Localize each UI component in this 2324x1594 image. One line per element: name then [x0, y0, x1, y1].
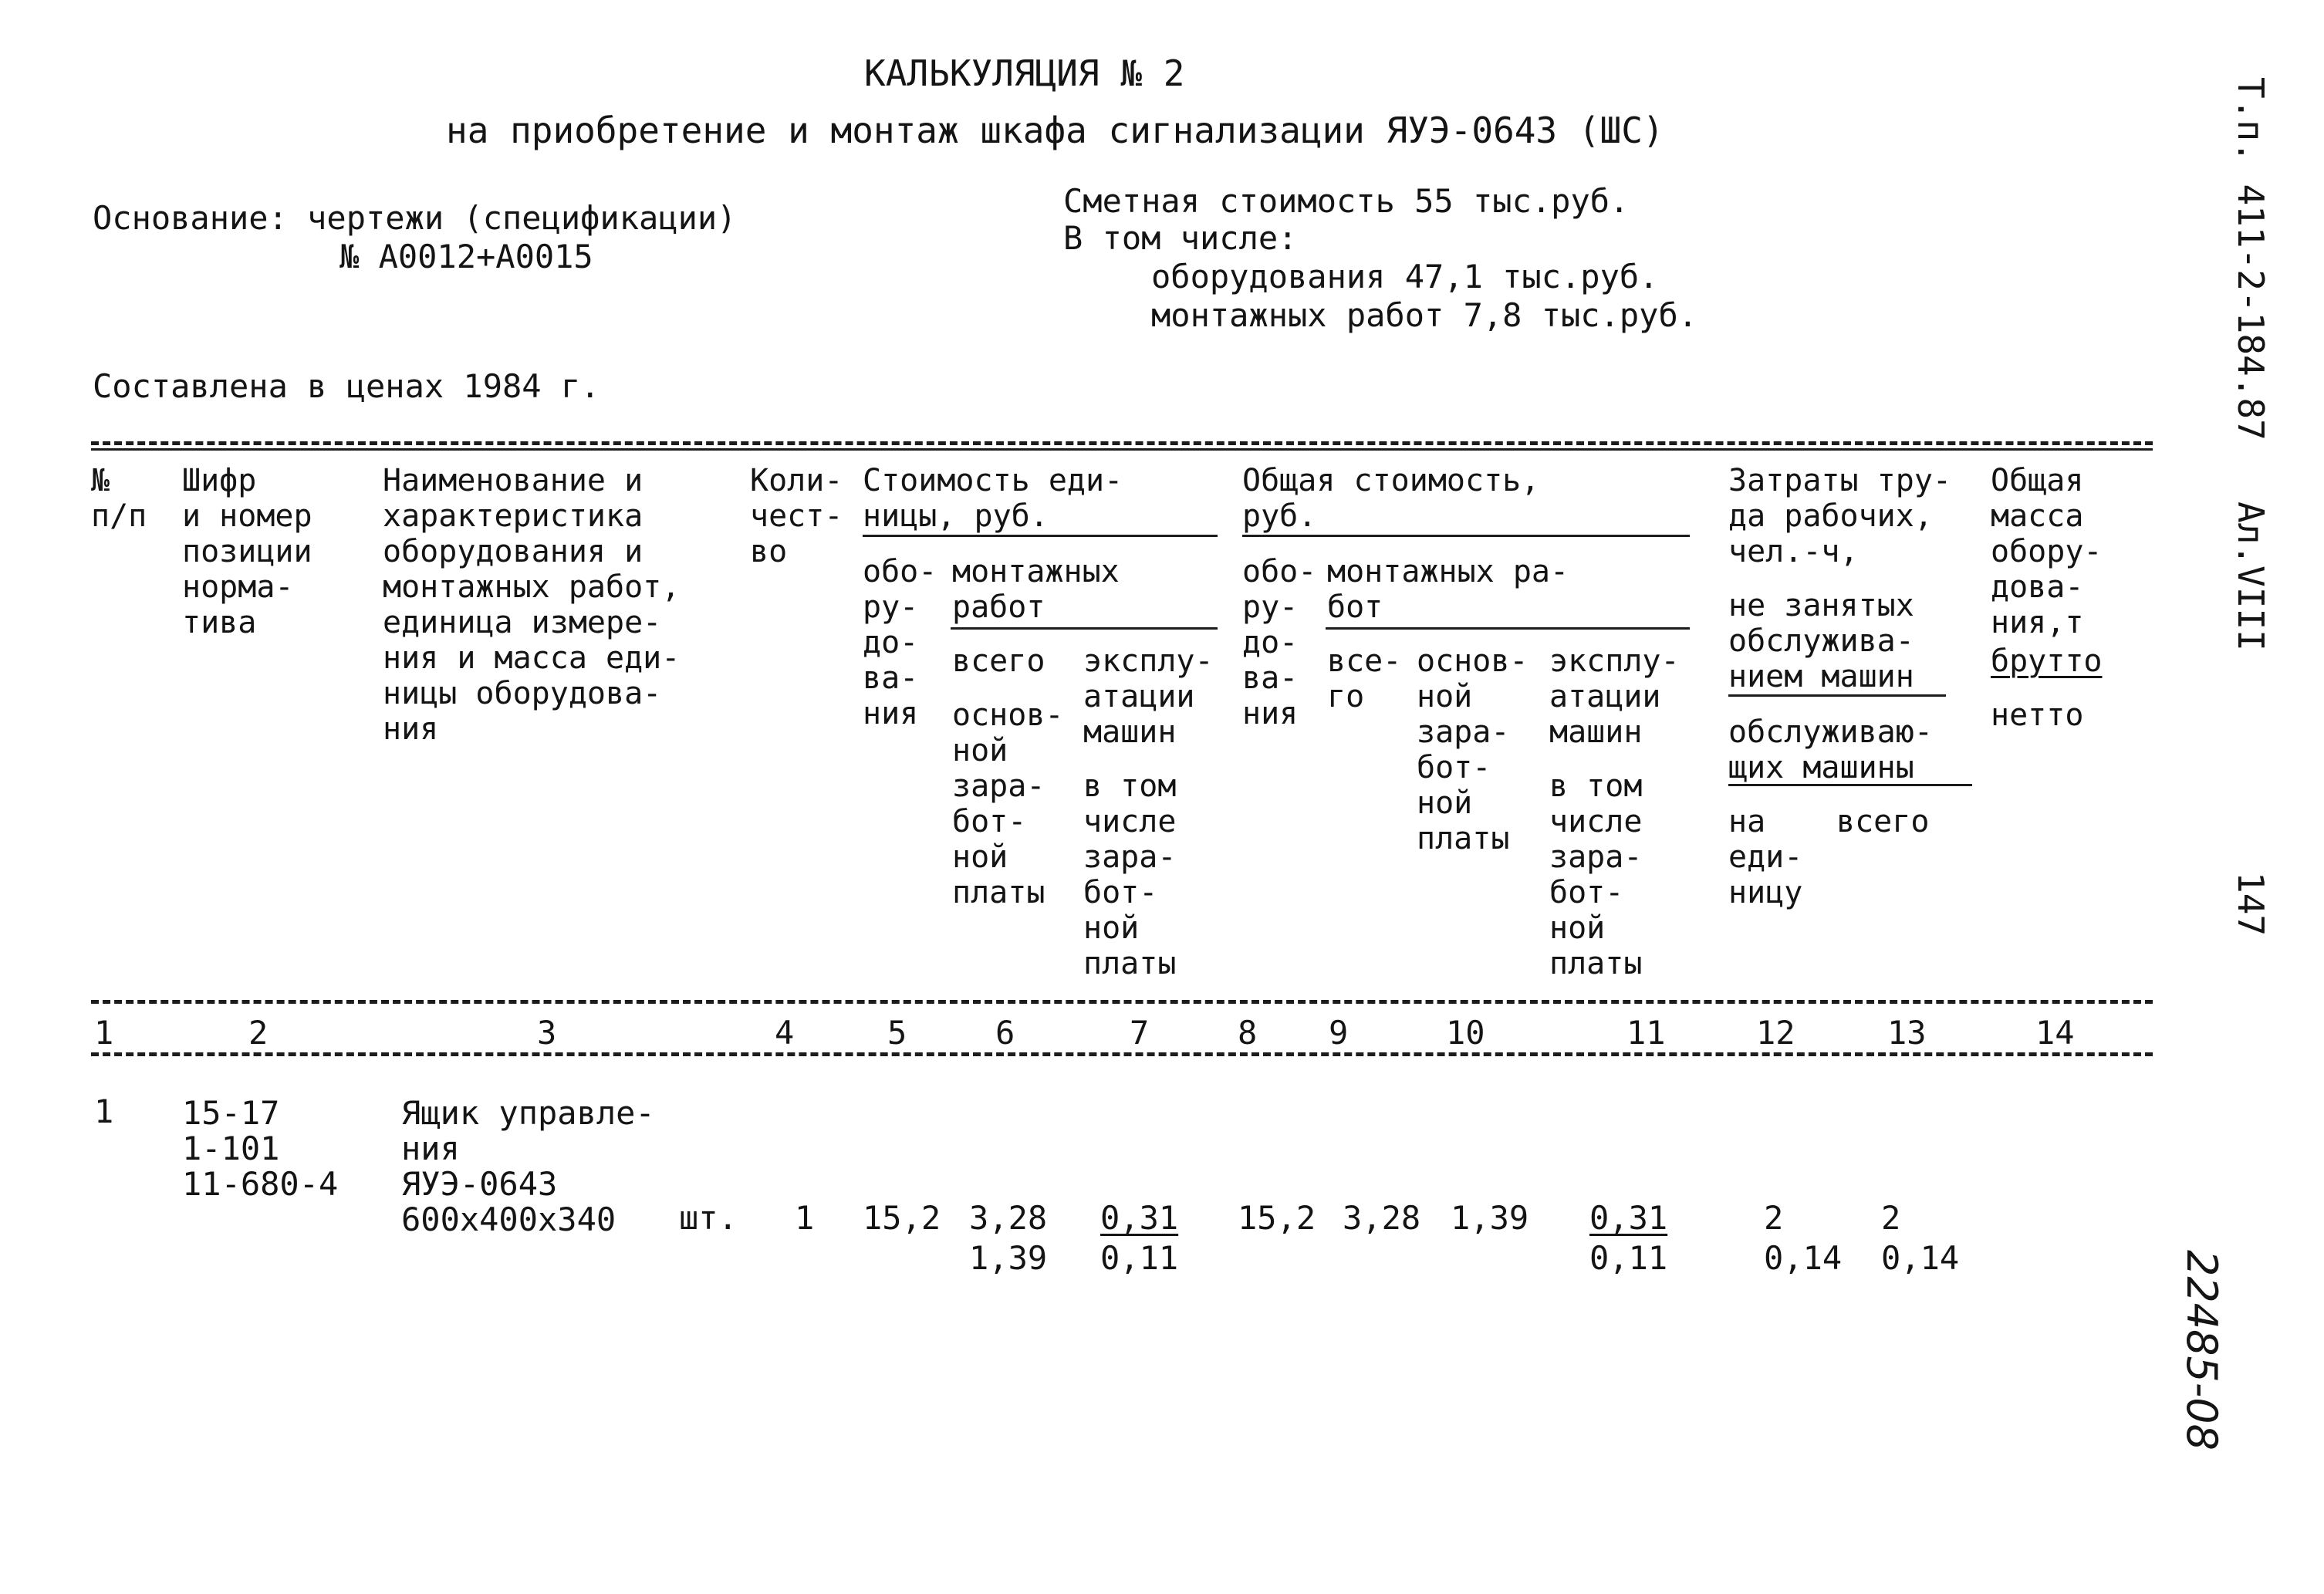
header-code: Шифр и номер позиции норма- тива	[182, 463, 312, 640]
table-top-rule-inner	[91, 448, 2153, 451]
page-number: 147	[2230, 872, 2272, 937]
column-number-11: 11	[1626, 1014, 1666, 1052]
unit-cost-underline	[863, 535, 1218, 537]
column-number-12: 12	[1756, 1014, 1795, 1052]
row-unit-base-pay: 1,39	[969, 1239, 1048, 1277]
column-number-6: 6	[995, 1014, 1015, 1052]
column-numbers-rule	[91, 1052, 2153, 1056]
header-labor: Затраты тру- да рабочих, чел.-ч,	[1728, 463, 1951, 569]
column-number-9: 9	[1329, 1014, 1349, 1052]
column-number-10: 10	[1446, 1014, 1485, 1052]
column-number-5: 5	[887, 1014, 907, 1052]
row-codes: 15-17 1-101 11-680-4	[182, 1094, 339, 1203]
header-unit-equipment: обо- ру- до- ва- ния	[863, 554, 937, 731]
row-labor-total: 2	[1881, 1199, 1901, 1237]
unit-installation-underline	[951, 627, 1218, 630]
header-labor-machines: обслуживаю- щих машины	[1728, 714, 1933, 785]
prices-year: Составлена в ценах 1984 г.	[93, 367, 600, 405]
header-labor-per-unit: на еди- ницу	[1728, 804, 1803, 910]
header-mass-gross: брутто	[1991, 643, 2103, 679]
header-bottom-rule	[91, 1000, 2153, 1004]
row-labor-unit-machines: 0,14	[1764, 1239, 1843, 1277]
total-installation-underline	[1326, 627, 1690, 630]
cost-total: Сметная стоимость 55 тыс.руб.	[1063, 182, 1630, 220]
row-total-machines-pay: 0,11	[1589, 1239, 1668, 1277]
header-labor-total: всего	[1836, 804, 1930, 839]
cost-including: В том числе:	[1063, 219, 1298, 257]
header-total-machines: эксплу- атации машин	[1549, 643, 1680, 750]
column-number-2: 2	[248, 1014, 269, 1052]
header-name: Наименование и характеристика оборудования и монтажных работ, единица измере- ния и масса еди- ницы оборудова- ния	[383, 463, 681, 747]
row-unit: шт.	[679, 1199, 738, 1237]
row-name: Ящик управле- ния ЯУЭ-0643 600х400х340	[401, 1094, 655, 1238]
header-quantity: Коли- чест- во	[750, 463, 843, 569]
document-subtitle: на приобретение и монтаж шкафа сигнализации ЯУЭ-0643 (ШС)	[446, 110, 1664, 151]
row-labor-total-machines: 0,14	[1881, 1239, 1960, 1277]
row-total-total: 3,28	[1343, 1199, 1421, 1237]
labor-not-machines-underline	[1728, 694, 1946, 697]
document-title: КАЛЬКУЛЯЦИЯ № 2	[864, 52, 1185, 94]
header-total-installation: монтажных ра- бот	[1327, 554, 1569, 625]
basis-reference: № А0012+А0015	[339, 238, 593, 275]
header-unit-machines-pay: в том числе зара- бот- ной платы	[1083, 768, 1177, 981]
header-mass: Общая масса обору- дова- ния,т	[1991, 463, 2103, 640]
row-quantity: 1	[795, 1199, 815, 1237]
cost-installation: монтажных работ 7,8 тыс.руб.	[1151, 296, 1698, 334]
header-unit-machines: эксплу- атации машин	[1083, 643, 1214, 750]
row-unit-equipment: 15,2	[863, 1199, 941, 1237]
row-number: 1	[94, 1092, 114, 1130]
header-unit-base-pay: основ- ной зара- бот- ной платы	[952, 697, 1064, 910]
document-reference: Т.п. 411-2-184.87	[2230, 77, 2272, 441]
header-total-equipment: обо- ру- до- ва- ния	[1242, 554, 1317, 731]
handwritten-number: 22485-08	[2177, 1250, 2226, 1450]
header-total-total: все- го	[1327, 643, 1402, 714]
row-unit-machines: 0,31	[1100, 1199, 1179, 1237]
row-unit-machines-pay: 0,11	[1100, 1239, 1179, 1277]
column-number-13: 13	[1887, 1014, 1927, 1052]
column-number-8: 8	[1238, 1014, 1258, 1052]
header-total-base-pay: основ- ной зара- бот- ной платы	[1417, 643, 1529, 856]
header-row-number: № п/п	[91, 463, 147, 534]
album-number: Ал.VIII	[2230, 502, 2272, 651]
total-cost-underline	[1242, 535, 1690, 537]
row-labor-unit: 2	[1764, 1199, 1784, 1237]
table-top-rule	[91, 441, 2153, 445]
basis-label: Основание: чертежи (спецификации)	[93, 199, 737, 237]
row-total-base-pay: 1,39	[1451, 1199, 1529, 1237]
row-total-equipment: 15,2	[1238, 1199, 1316, 1237]
column-number-7: 7	[1130, 1014, 1150, 1052]
row-total-machines: 0,31	[1589, 1199, 1668, 1237]
row-unit-total: 3,28	[969, 1199, 1048, 1237]
header-unit-cost: Стоимость еди- ницы, руб.	[863, 463, 1123, 534]
column-number-1: 1	[94, 1014, 114, 1052]
column-number-14: 14	[2035, 1014, 2075, 1052]
header-unit-installation: монтажных работ	[952, 554, 1120, 625]
column-number-3: 3	[537, 1014, 557, 1052]
column-number-4: 4	[775, 1014, 795, 1052]
cost-equipment: оборудования 47,1 тыс.руб.	[1151, 258, 1659, 295]
header-labor-not-machines: не занятых обслужива- нием машин	[1728, 588, 1914, 694]
header-mass-net: нетто	[1991, 697, 2084, 733]
header-unit-total: всего	[952, 643, 1045, 679]
header-total-cost: Общая стоимость, руб.	[1242, 463, 1540, 534]
header-total-machines-pay: в том числе зара- бот- ной платы	[1549, 768, 1643, 981]
